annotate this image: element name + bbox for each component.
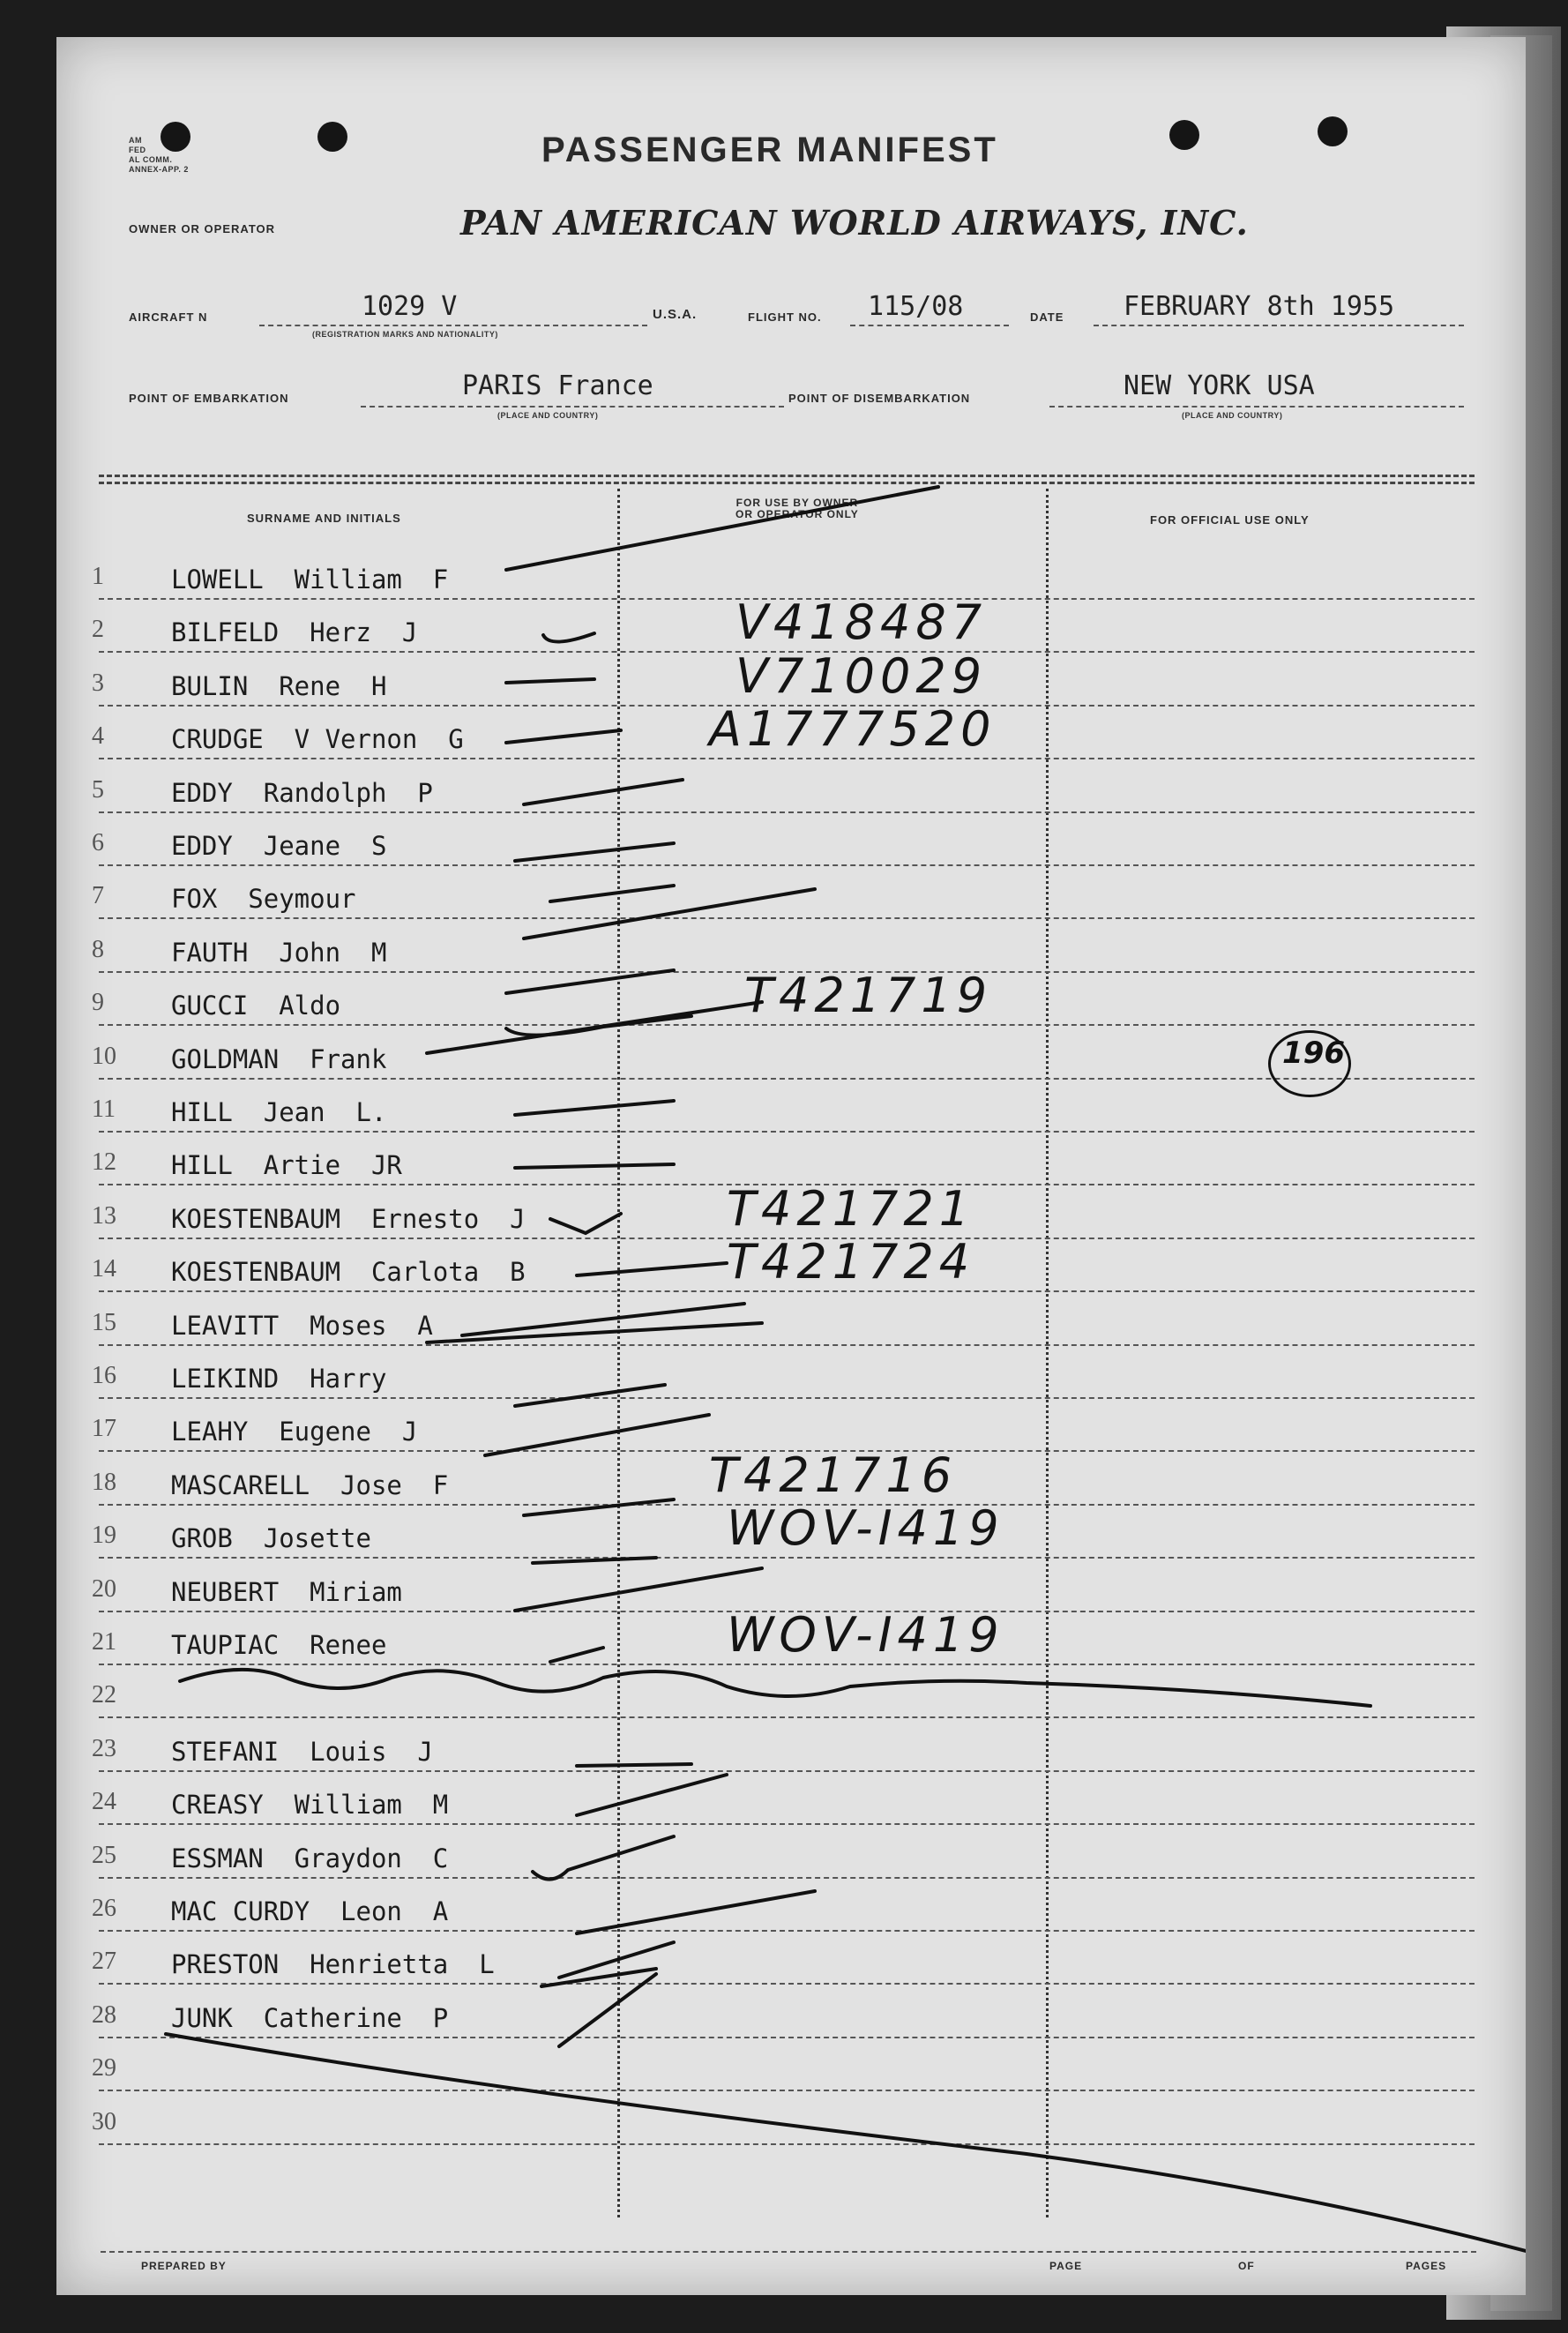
row-rule: [99, 1024, 1475, 1026]
row-number: 22: [92, 1681, 116, 1709]
row-rule: [99, 1664, 1475, 1665]
row-number: 28: [92, 2000, 116, 2029]
passenger-name: PRESTON Henrietta L: [171, 1949, 495, 1980]
row-rule: [99, 1131, 1475, 1133]
handwritten-note: A1777520: [709, 701, 997, 758]
form-ref-app: -APP. 2: [159, 165, 189, 174]
row-rule: [99, 1930, 1475, 1932]
passenger-name: LOWELL William F: [171, 565, 449, 594]
row-rule: [99, 917, 1475, 919]
disembarkation-label: POINT OF DISEMBARKATION: [788, 392, 971, 405]
passenger-name: MASCARELL Jose F: [171, 1469, 449, 1500]
passenger-name: BULIN Rene H: [171, 670, 387, 701]
row-number: 11: [92, 1095, 116, 1123]
row-number: 16: [92, 1362, 116, 1389]
handwritten-note: WOV-I419: [727, 1607, 1004, 1663]
passenger-table: [56, 37, 1526, 2295]
passenger-name: GUCCI Aldo: [171, 991, 341, 1021]
row-number: 8: [92, 935, 104, 963]
row-rule: [99, 758, 1475, 759]
passenger-name: LEAHY Eugene J: [171, 1417, 418, 1447]
form-ref-line: AM: [129, 136, 142, 145]
manifest-page: [56, 37, 1526, 2295]
aircraft-sub: (REGISTRATION MARKS AND NATIONALITY): [312, 330, 498, 339]
handwritten-note: T421716: [709, 1447, 958, 1503]
passenger-name: JUNK Catherine P: [171, 2002, 449, 2033]
page-label: PAGE: [1049, 2260, 1083, 2272]
page-title: PASSENGER MANIFEST: [541, 131, 998, 169]
row-number: 24: [92, 1788, 116, 1816]
row-rule: [99, 1397, 1475, 1399]
form-ref-line: AL COMM.: [129, 155, 173, 164]
row-rule: [99, 864, 1475, 866]
passenger-name: HILL Artie JR: [171, 1150, 402, 1181]
passenger-name: EDDY Randolph P: [171, 777, 433, 808]
passenger-name: FOX Seymour: [171, 884, 356, 915]
pages-label: PAGES: [1406, 2260, 1447, 2272]
row-rule: [99, 2143, 1475, 2145]
passenger-name: STEFANI Louis J: [171, 1736, 433, 1767]
passenger-name: EDDY Jeane S: [171, 831, 387, 861]
date-value: FEBRUARY 8th 1955: [1124, 291, 1395, 322]
of-label: OF: [1238, 2260, 1255, 2272]
row-rule: [99, 1344, 1475, 1346]
flight-label: FLIGHT NO.: [748, 310, 822, 324]
row-rule: [99, 2090, 1475, 2091]
passenger-name: FAUTH John M: [171, 937, 387, 968]
column-header-official: FOR OFFICIAL USE ONLY: [1150, 513, 1310, 527]
handwritten-note: V418487: [735, 594, 988, 651]
row-number: 5: [92, 775, 104, 804]
row-number: 20: [92, 1574, 116, 1603]
handwritten-note: V710029: [735, 647, 988, 704]
passenger-name: NEUBERT Miriam: [171, 1576, 402, 1607]
owner-use-line: OR OPERATOR ONLY: [735, 508, 859, 520]
owner-value: PAN AMERICAN WORLD AIRWAYS, INC.: [460, 203, 1249, 243]
owner-label: OWNER OR OPERATOR: [129, 222, 276, 236]
row-number: 23: [92, 1734, 116, 1762]
aircraft-country: U.S.A.: [653, 307, 698, 322]
embarkation-label: POINT OF EMBARKATION: [129, 392, 289, 405]
row-number: 29: [92, 2054, 116, 2083]
passenger-name: MAC CURDY Leon A: [171, 1896, 449, 1926]
handwritten-note: WOV-I419: [727, 1500, 1004, 1557]
passenger-name: KOESTENBAUM Carlota B: [171, 1257, 526, 1288]
row-number: 21: [92, 1628, 116, 1656]
row-number: 6: [92, 829, 104, 856]
row-number: 15: [92, 1308, 116, 1336]
row-number: 30: [92, 2107, 116, 2135]
passenger-name: CRUDGE V Vernon G: [171, 724, 464, 755]
row-rule: [99, 1290, 1475, 1292]
row-number: 7: [92, 882, 104, 910]
row-number: 9: [92, 989, 104, 1017]
row-rule: [99, 2037, 1475, 2038]
circled-mark-text: 196: [1282, 1036, 1345, 1071]
row-rule: [99, 1770, 1475, 1772]
row-number: 27: [92, 1948, 116, 1976]
form-ref-annex: ANNEX: [129, 165, 160, 174]
row-rule: [99, 1983, 1475, 1985]
aircraft-label: AIRCRAFT N: [129, 310, 208, 324]
row-rule: [99, 1823, 1475, 1825]
passenger-name: LEAVITT Moses A: [171, 1310, 433, 1341]
row-number: 3: [92, 669, 104, 697]
passenger-name: KOESTENBAUM Ernesto J: [171, 1203, 526, 1234]
date-label: DATE: [1030, 310, 1064, 324]
row-number: 14: [92, 1255, 116, 1283]
row-number: 18: [92, 1468, 116, 1496]
embarkation-value: PARIS France: [462, 370, 653, 401]
handwritten-note: T421719: [744, 968, 993, 1024]
row-number: 10: [92, 1042, 116, 1070]
row-number: 26: [92, 1895, 116, 1922]
row-number: 17: [92, 1415, 116, 1443]
passenger-name: GROB Josette: [171, 1523, 371, 1554]
footer-rule: [101, 2251, 1476, 2253]
disembarkation-sub: (PLACE AND COUNTRY): [1182, 411, 1283, 420]
row-number: 4: [92, 722, 104, 751]
row-rule: [99, 1716, 1475, 1718]
prepared-by-label: PREPARED BY: [141, 2260, 227, 2272]
column-header-surname: SURNAME AND INITIALS: [247, 512, 401, 525]
row-number: 1: [92, 563, 104, 590]
passenger-name: LEIKIND Harry: [171, 1364, 387, 1394]
passenger-name: GOLDMAN Frank: [171, 1043, 387, 1074]
passenger-name: HILL Jean L.: [171, 1097, 387, 1127]
handwritten-note: T421724: [727, 1234, 975, 1290]
row-number: 2: [92, 616, 104, 644]
passenger-name: ESSMAN Graydon C: [171, 1843, 449, 1873]
row-number: 19: [92, 1522, 116, 1550]
embarkation-sub: (PLACE AND COUNTRY): [497, 411, 599, 420]
passenger-name: CREASY William M: [171, 1790, 449, 1821]
row-rule: [99, 1557, 1475, 1559]
passenger-name: TAUPIAC Renee: [171, 1630, 387, 1660]
row-number: 13: [92, 1201, 116, 1230]
flight-value: 115/08: [868, 291, 964, 322]
form-ref-line: FED: [129, 146, 146, 154]
row-rule: [99, 811, 1475, 813]
row-number: 12: [92, 1148, 116, 1177]
row-rule: [99, 1877, 1475, 1879]
handwritten-note: T421721: [727, 1180, 975, 1237]
aircraft-value: 1029 V: [362, 291, 458, 322]
row-rule: [99, 1078, 1475, 1080]
passenger-name: BILFELD Herz J: [171, 617, 418, 648]
owner-use-line: FOR USE BY OWNER: [735, 497, 859, 509]
row-number: 25: [92, 1841, 116, 1869]
disembarkation-value: NEW YORK USA: [1124, 370, 1315, 401]
